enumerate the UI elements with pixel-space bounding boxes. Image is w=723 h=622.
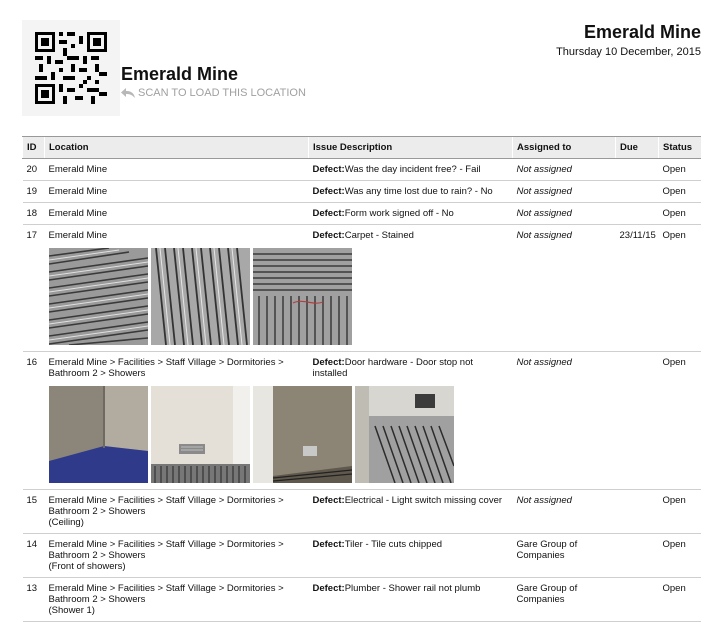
issue-description — [309, 181, 513, 203]
issue-id: 16 — [23, 352, 45, 490]
location-detail: (Shower 1) — [48, 605, 95, 616]
issue-text: Was any time lost due to rain? - No — [344, 186, 493, 197]
issue-location — [45, 490, 309, 534]
photo-thumbnail[interactable] — [49, 386, 148, 483]
issue-description — [309, 352, 513, 384]
defect-label: Defect: — [312, 208, 345, 219]
due-date — [616, 203, 659, 225]
location-line: Emerald Mine > Facilities > Staff Village > Dormitories > — [48, 583, 284, 594]
carpet-photo-3 — [253, 248, 352, 345]
issue-text: Carpet - Stained — [344, 230, 414, 241]
issues-table — [22, 136, 701, 622]
assigned-to: Gare Group of Companies — [513, 534, 616, 578]
table-row[interactable] — [23, 181, 701, 203]
issue-status: Open — [659, 181, 701, 203]
due-date — [616, 490, 659, 534]
photo-thumbnail[interactable] — [355, 386, 454, 483]
shower-photo-4 — [355, 386, 454, 483]
photo-strip — [45, 248, 513, 345]
col-issue-header[interactable]: Issue Description — [309, 137, 513, 159]
photo-thumbnail[interactable] — [151, 248, 250, 345]
shower-photo-2 — [151, 386, 250, 483]
issue-location — [45, 534, 309, 578]
defect-label: Defect: — [312, 357, 345, 368]
issue-description — [309, 578, 513, 622]
due-date — [616, 181, 659, 203]
defect-label: Defect: — [312, 230, 345, 241]
issue-text: Form work signed off - No — [344, 208, 454, 219]
issue-location — [45, 159, 309, 181]
shower-photo-3 — [253, 386, 352, 483]
defect-label: Defect: — [312, 164, 345, 175]
issue-location-description — [45, 225, 513, 352]
site-name: Emerald Mine — [121, 64, 239, 84]
location-detail: (Front of showers) — [48, 561, 126, 572]
table-header-row — [23, 137, 701, 159]
issue-text: Tiler - Tile cuts chipped — [344, 539, 443, 550]
issue-id: 15 — [23, 490, 45, 534]
assigned-to: Gare Group of Companies — [513, 578, 616, 622]
issue-id: 18 — [23, 203, 45, 225]
location-line: Emerald Mine — [48, 208, 108, 219]
location-detail: (Ceiling) — [48, 517, 84, 528]
issue-location — [45, 578, 309, 622]
issue-status: Open — [659, 352, 701, 490]
location-line: Bathroom 2 > Showers — [48, 368, 146, 379]
issue-text: Was the day incident free? - Fail — [344, 164, 481, 175]
table-row[interactable] — [23, 578, 701, 622]
shower-photo-1 — [49, 386, 148, 483]
photo-thumbnail[interactable] — [253, 248, 352, 345]
table-row[interactable] — [23, 203, 701, 225]
col-location-header[interactable]: Location — [45, 137, 309, 159]
issue-location-description — [45, 352, 513, 490]
location-line: Bathroom 2 > Showers — [48, 550, 146, 561]
table-row[interactable] — [23, 225, 701, 352]
location-line: Bathroom 2 > Showers — [48, 506, 146, 517]
scan-link[interactable] — [121, 87, 306, 99]
issue-description — [309, 490, 513, 534]
scan-label: SCAN TO LOAD THIS LOCATION — [138, 87, 306, 99]
photo-thumbnail[interactable] — [253, 386, 352, 483]
location-line: Bathroom 2 > Showers — [48, 594, 146, 605]
assigned-to: Not assigned — [513, 203, 616, 225]
location-line: Emerald Mine — [48, 186, 108, 197]
issue-status: Open — [659, 534, 701, 578]
issue-id: 19 — [23, 181, 45, 203]
location-line: Emerald Mine > Facilities > Staff Village > Dormitories > — [48, 357, 284, 368]
defect-label: Defect: — [312, 539, 345, 550]
issue-id: 20 — [23, 159, 45, 181]
assigned-to: Not assigned — [513, 490, 616, 534]
defect-label: Defect: — [312, 495, 345, 506]
assigned-to: Not assigned — [513, 352, 616, 490]
issue-location — [45, 181, 309, 203]
table-row[interactable] — [23, 159, 701, 181]
defect-label: Defect: — [312, 583, 345, 594]
defect-label: Defect: — [312, 186, 345, 197]
col-assigned-header[interactable]: Assigned to — [513, 137, 616, 159]
issue-text: Door hardware - Door stop not installed — [312, 357, 474, 379]
issue-text: Plumber - Shower rail not plumb — [344, 583, 481, 594]
location-line: Emerald Mine — [48, 230, 108, 241]
report-date: Thursday 10 December, 2015 — [556, 46, 701, 58]
issue-text: Electrical - Light switch missing cover — [344, 495, 503, 506]
photo-thumbnail[interactable] — [49, 248, 148, 345]
location-line: Emerald Mine > Facilities > Staff Village > Dormitories > — [48, 539, 284, 550]
due-date: 23/11/15 — [616, 225, 659, 352]
issue-location — [45, 225, 309, 246]
table-row[interactable] — [23, 352, 701, 490]
col-status-header[interactable]: Status — [659, 137, 701, 159]
reply-arrow-icon — [121, 88, 135, 98]
assigned-to: Not assigned — [513, 225, 616, 352]
issue-description — [309, 159, 513, 181]
photo-thumbnail[interactable] — [151, 386, 250, 483]
due-date — [616, 534, 659, 578]
qr-code[interactable] — [35, 32, 107, 104]
issue-status: Open — [659, 578, 701, 622]
issue-location — [45, 203, 309, 225]
qr-code-box[interactable] — [22, 20, 120, 116]
location-line: Emerald Mine > Facilities > Staff Village > Dormitories > — [48, 495, 284, 506]
assigned-to: Not assigned — [513, 159, 616, 181]
table-row[interactable] — [23, 490, 701, 534]
issue-status: Open — [659, 490, 701, 534]
carpet-photo-1 — [49, 248, 148, 345]
issue-description — [309, 203, 513, 225]
issue-status: Open — [659, 159, 701, 181]
table-row[interactable] — [23, 534, 701, 578]
issue-id: 14 — [23, 534, 45, 578]
issue-location — [45, 352, 309, 384]
issue-description — [309, 534, 513, 578]
issue-id: 13 — [23, 578, 45, 622]
assigned-to: Not assigned — [513, 181, 616, 203]
due-date — [616, 578, 659, 622]
carpet-photo-2 — [151, 248, 250, 345]
report-title: Emerald Mine — [583, 22, 701, 42]
issue-description — [309, 225, 418, 246]
photo-strip — [45, 386, 513, 483]
issue-status: Open — [659, 225, 701, 352]
issue-id: 17 — [23, 225, 45, 352]
due-date — [616, 159, 659, 181]
due-date — [616, 352, 659, 490]
col-due-header[interactable]: Due — [616, 137, 659, 159]
col-id-header[interactable]: ID — [23, 137, 45, 159]
issue-status: Open — [659, 203, 701, 225]
location-line: Emerald Mine — [48, 164, 108, 175]
